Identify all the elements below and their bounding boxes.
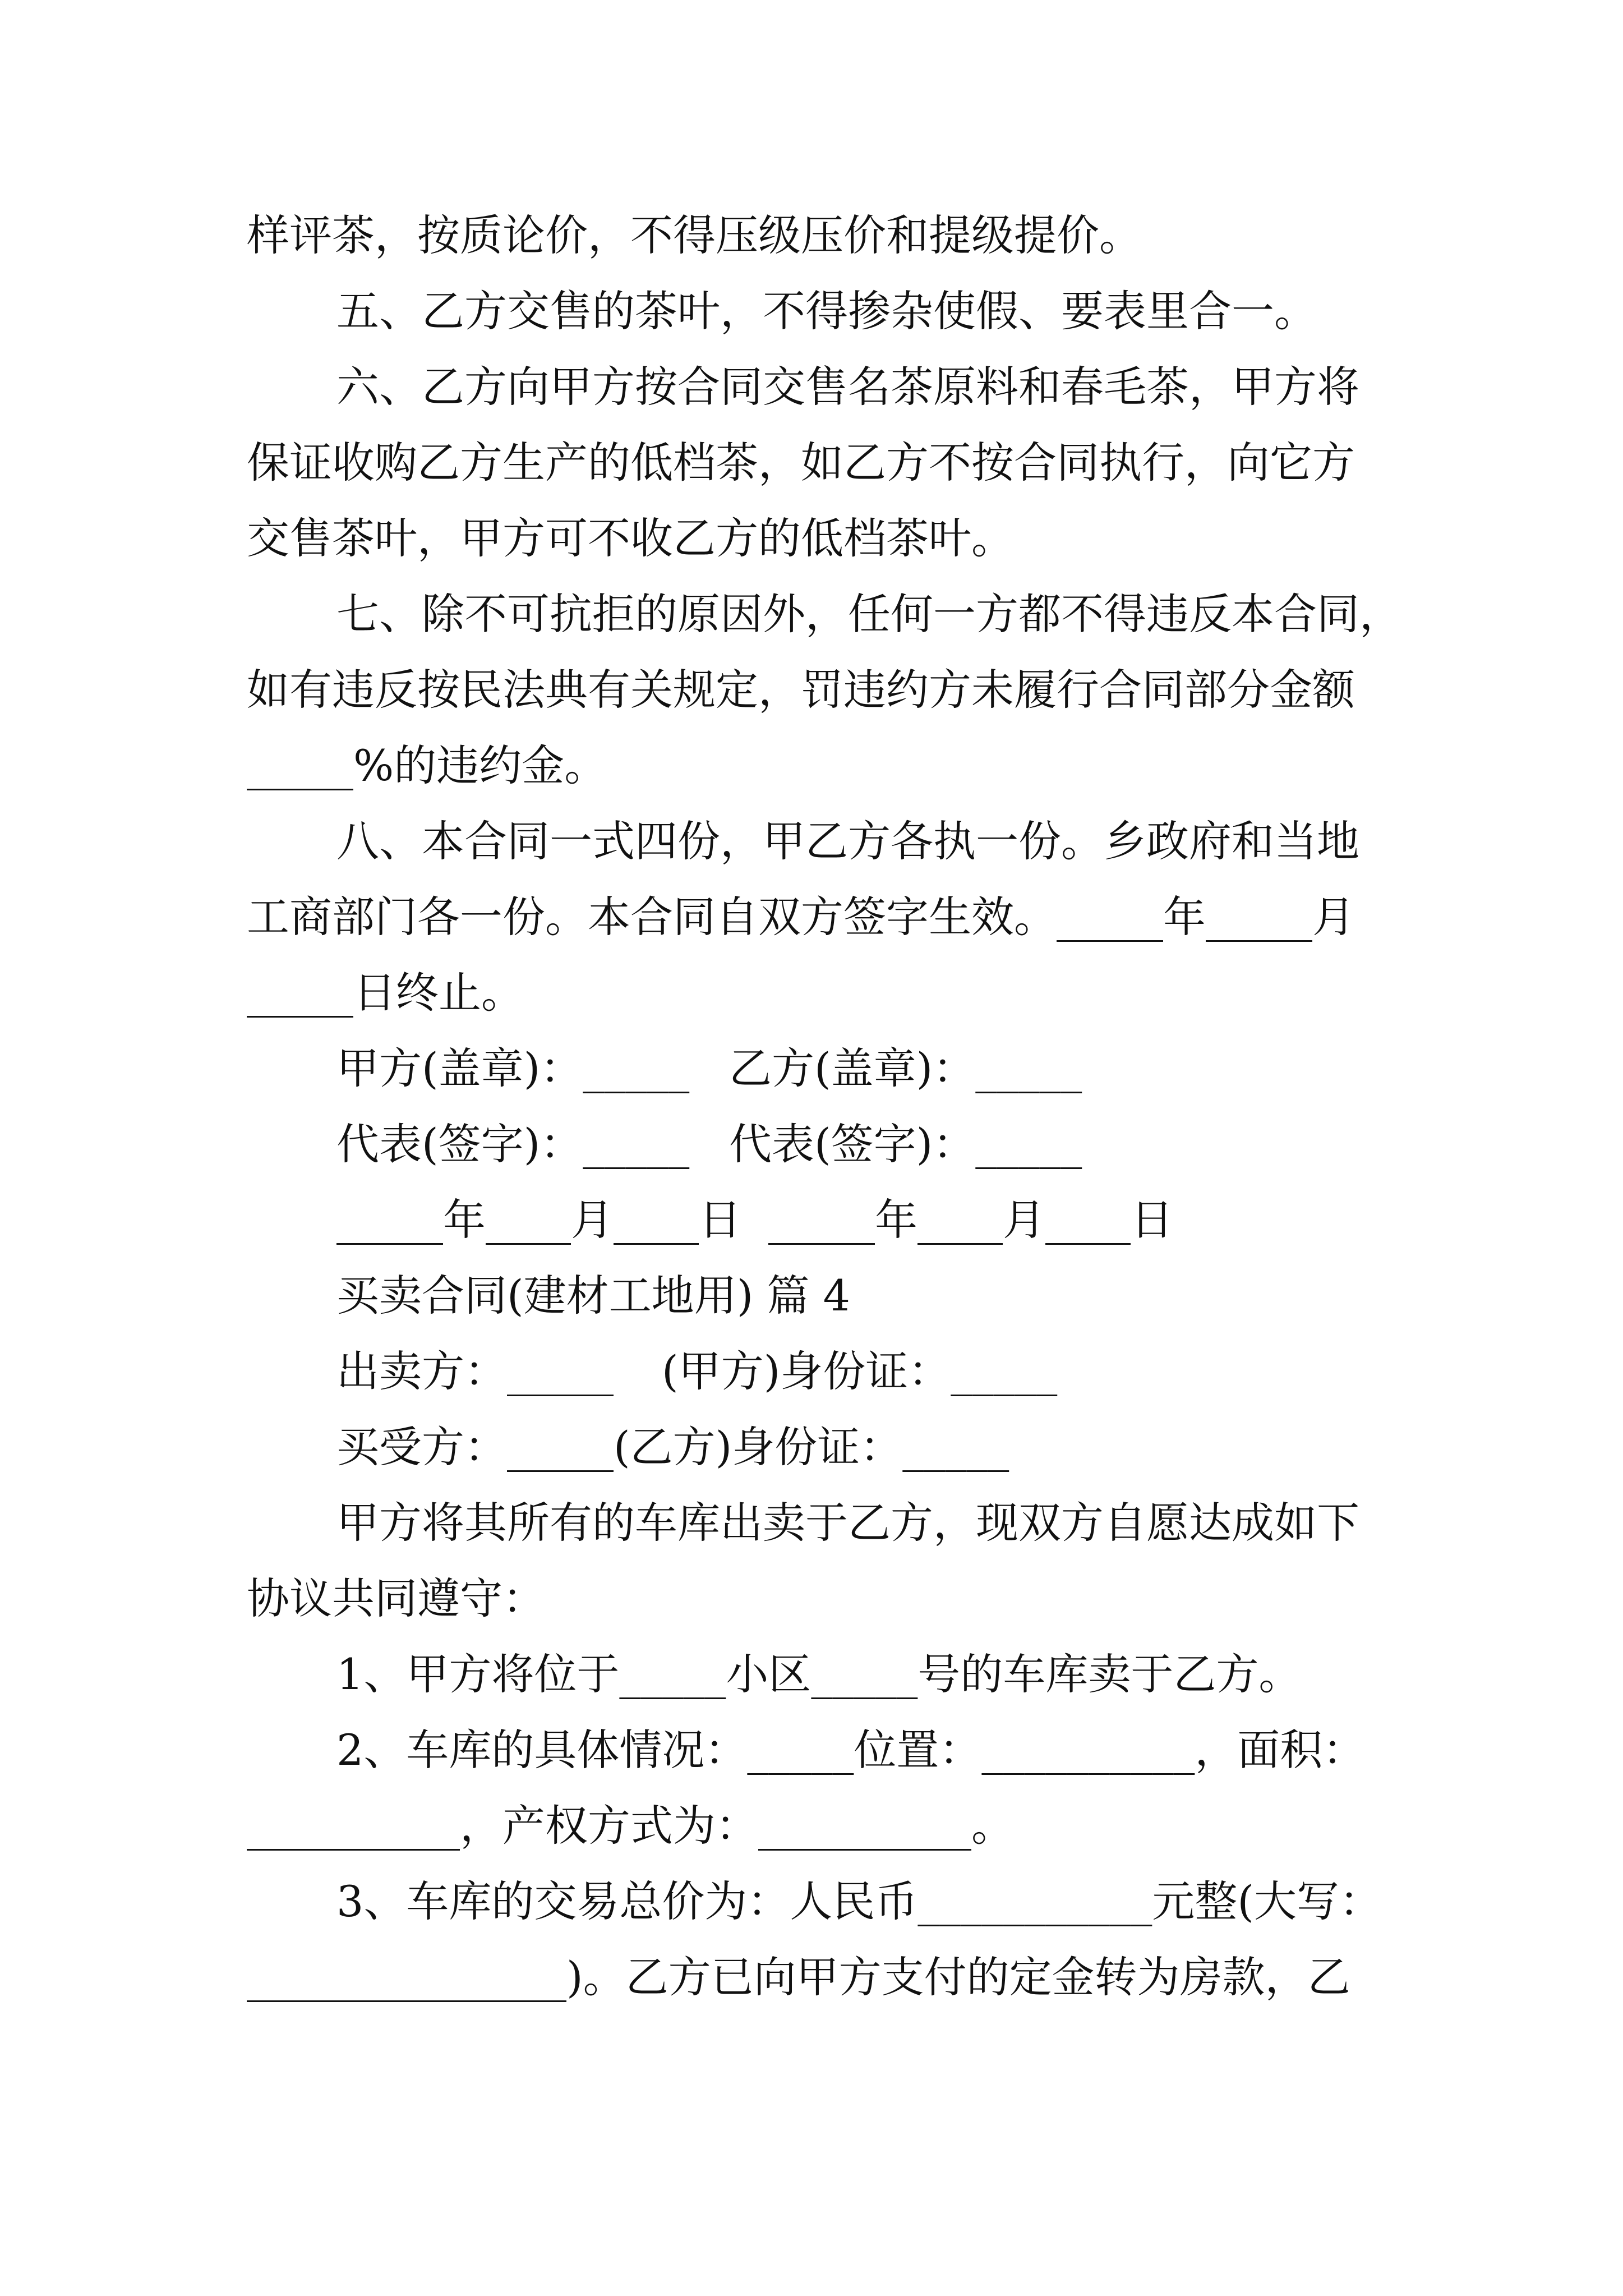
text-line bbox=[0, 813, 1623, 869]
text-line bbox=[0, 889, 1623, 945]
signature-line-representative bbox=[0, 1116, 1623, 1172]
section-heading bbox=[0, 1268, 1623, 1324]
text-line bbox=[0, 1798, 1623, 1854]
text-segment: _______________)。乙方已向甲方支付的定金转为房款，乙 bbox=[247, 1952, 1350, 2002]
party-a-seal-field: 甲方(盖章)：_____ bbox=[336, 1043, 690, 1093]
seller-id-field: (甲方)身份证：_____ bbox=[662, 1346, 1058, 1396]
text-line bbox=[0, 586, 1623, 642]
text-segment: 如有违反按民法典有关规定，罚违约方未履行合同部分金额 bbox=[247, 665, 1355, 715]
section-title: 买卖合同(建材工地用) 篇 4 bbox=[336, 1271, 850, 1320]
signature-line-seal bbox=[0, 1041, 1623, 1097]
text-segment: 六、乙方向甲方按合同交售名茶原料和春毛茶，甲方将 bbox=[336, 362, 1359, 412]
text-segment: 3、车库的交易总价为：人民币___________元整(大写： bbox=[336, 1876, 1382, 1926]
text-line bbox=[0, 208, 1623, 264]
buyer-line bbox=[0, 1419, 1623, 1475]
signature-line-date bbox=[0, 1192, 1623, 1248]
seller-field: 出卖方：_____ bbox=[336, 1346, 614, 1396]
text-line bbox=[0, 1495, 1623, 1551]
text-segment: __________，产权方式为：__________。 bbox=[247, 1801, 1014, 1851]
text-line bbox=[0, 1722, 1623, 1778]
text-line bbox=[0, 965, 1623, 1021]
text-line bbox=[0, 1571, 1623, 1627]
text-segment: 五、乙方交售的茶叶，不得掺杂使假、要表里合一。 bbox=[336, 286, 1317, 336]
text-segment: 1、甲方将位于_____小区_____号的车库卖于乙方。 bbox=[336, 1649, 1302, 1699]
text-line bbox=[0, 1949, 1623, 2005]
text-line bbox=[0, 283, 1623, 339]
party-b-representative-field: 代表(签字)：_____ bbox=[729, 1119, 1082, 1169]
party-b-date-field: _____年____月____日 bbox=[768, 1195, 1173, 1245]
text-line bbox=[0, 510, 1623, 567]
buyer-field: 买受方：_____(乙方)身份证：_____ bbox=[336, 1422, 1009, 1472]
text-segment: 2、车库的具体情况：_____位置：__________，面积： bbox=[336, 1725, 1366, 1775]
party-b-seal-field: 乙方(盖章)：_____ bbox=[729, 1043, 1082, 1093]
text-segment: 样评茶，按质论价，不得压级压价和提级提价。 bbox=[247, 210, 1142, 260]
text-line bbox=[0, 359, 1623, 415]
text-segment: 甲方将其所有的车库出卖于乙方，现双方自愿达成如下 bbox=[336, 1498, 1359, 1548]
text-segment: _____%的违约金。 bbox=[247, 740, 607, 790]
text-line bbox=[0, 435, 1623, 491]
text-segment: 协议共同遵守： bbox=[247, 1573, 545, 1623]
text-segment: 工商部门各一份。本合同自双方签字生效。_____年_____月 bbox=[247, 892, 1355, 942]
text-line bbox=[0, 1874, 1623, 1930]
text-line bbox=[0, 738, 1623, 794]
text-segment: 保证收购乙方生产的低档茶，如乙方不按合同执行，向它方 bbox=[247, 438, 1355, 487]
text-line bbox=[0, 662, 1623, 718]
party-a-date-field: _____年____月____日 bbox=[336, 1195, 741, 1245]
text-segment: 八、本合同一式四份，甲乙方各执一份。乡政府和当地 bbox=[336, 816, 1359, 866]
text-segment: 交售茶叶，甲方可不收乙方的低档茶叶。 bbox=[247, 513, 1014, 563]
text-segment: _____日终止。 bbox=[247, 968, 524, 1018]
text-segment: 七、除不可抗拒的原因外，任何一方都不得违反本合同， bbox=[336, 589, 1402, 639]
party-a-representative-field: 代表(签字)：_____ bbox=[336, 1119, 690, 1169]
seller-line bbox=[0, 1343, 1623, 1400]
text-line bbox=[0, 1646, 1623, 1703]
